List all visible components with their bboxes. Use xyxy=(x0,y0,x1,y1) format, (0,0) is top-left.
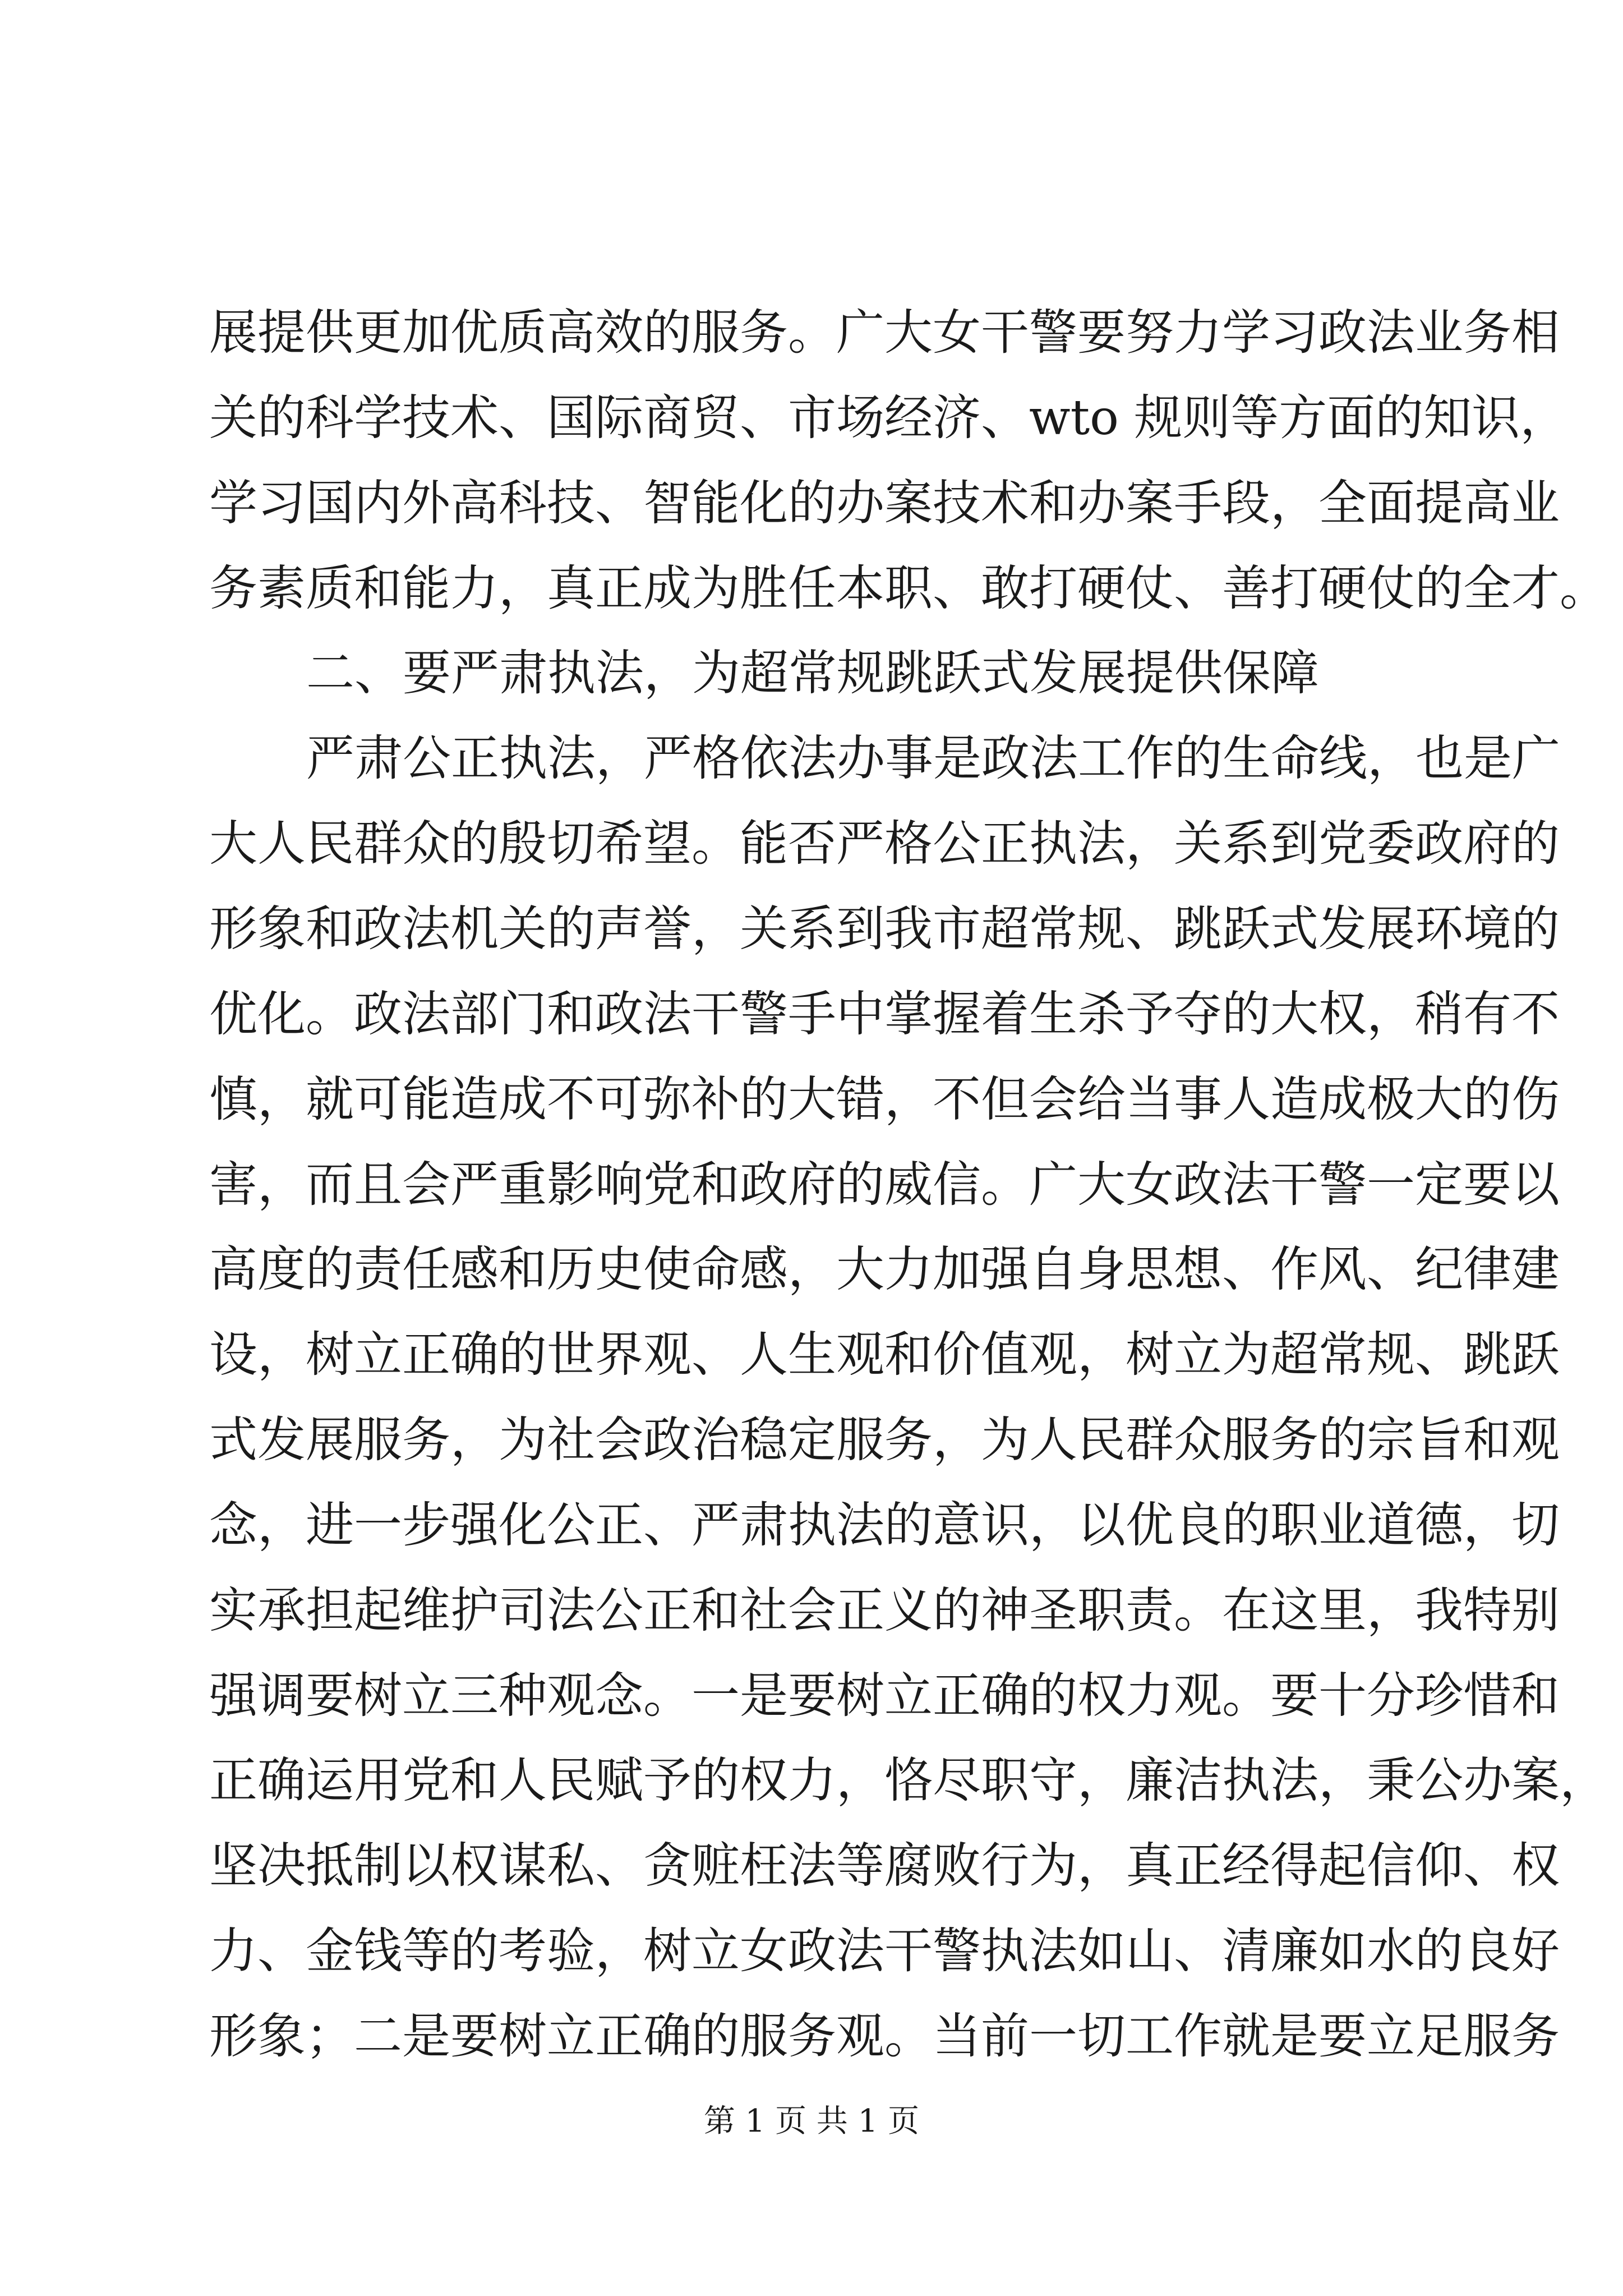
body-text-line: 关的科学技术、国际商贸、市场经济、wto 规则等方面的知识， xyxy=(209,390,1569,446)
body-text-line: 式发展服务，为社会政治稳定服务，为人民群众服务的宗旨和观 xyxy=(209,1412,1560,1468)
body-text-line: 害，而且会严重影响党和政府的威信。广大女政法干警一定要以 xyxy=(209,1157,1560,1213)
body-text-line: 力、金钱等的考验，树立女政法干警执法如山、清廉如水的良好 xyxy=(209,1923,1560,1979)
body-text-line: 展提供更加优质高效的服务。广大女干警要努力学习政法业务相 xyxy=(209,305,1560,361)
paragraph-first-line: 严肃公正执法，严格依法办事是政法工作的生命线，也是广 xyxy=(306,730,1560,786)
body-text-line: 设，树立正确的世界观、人生观和价值观，树立为超常规、跳跃 xyxy=(209,1327,1560,1383)
body-text-line: 坚决抵制以权谋私、贪赃枉法等腐败行为，真正经得起信仰、权 xyxy=(209,1838,1560,1894)
body-text-line: 高度的责任感和历史使命感，大力加强自身思想、作风、纪律建 xyxy=(209,1241,1560,1297)
body-text-line: 实承担起维护司法公正和社会正义的神圣职责。在这里，我特别 xyxy=(209,1582,1560,1639)
body-text-line: 形象；二是要树立正确的服务观。当前一切工作就是要立足服务 xyxy=(209,2008,1560,2064)
body-text-line: 强调要树立三种观念。一是要树立正确的权力观。要十分珍惜和 xyxy=(209,1668,1560,1724)
body-text-line: 学习国内外高科技、智能化的办案技术和办案手段，全面提高业 xyxy=(209,475,1560,531)
body-text-line: 务素质和能力，真正成为胜任本职、敢打硬仗、善打硬仗的全才。 xyxy=(209,560,1608,616)
body-text-line: 正确运用党和人民赋予的权力，恪尽职守，廉洁执法，秉公办案， xyxy=(209,1752,1608,1809)
body-text-line: 优化。政法部门和政法干警手中掌握着生杀予夺的大权，稍有不 xyxy=(209,986,1560,1042)
body-text-line: 慎，就可能造成不可弥补的大错，不但会给当事人造成极大的伤 xyxy=(209,1071,1560,1128)
body-text-line: 念，进一步强化公正、严肃执法的意识，以优良的职业道德，切 xyxy=(209,1497,1560,1553)
body-text-line: 形象和政法机关的声誉，关系到我市超常规、跳跃式发展环境的 xyxy=(209,901,1560,957)
page-number-footer: 第 1 页 共 1 页 xyxy=(703,2103,920,2139)
section-heading: 二、要严肃执法，为超常规跳跃式发展提供保障 xyxy=(306,645,1319,701)
body-text-line: 大人民群众的殷切希望。能否严格公正执法，关系到党委政府的 xyxy=(209,816,1560,872)
